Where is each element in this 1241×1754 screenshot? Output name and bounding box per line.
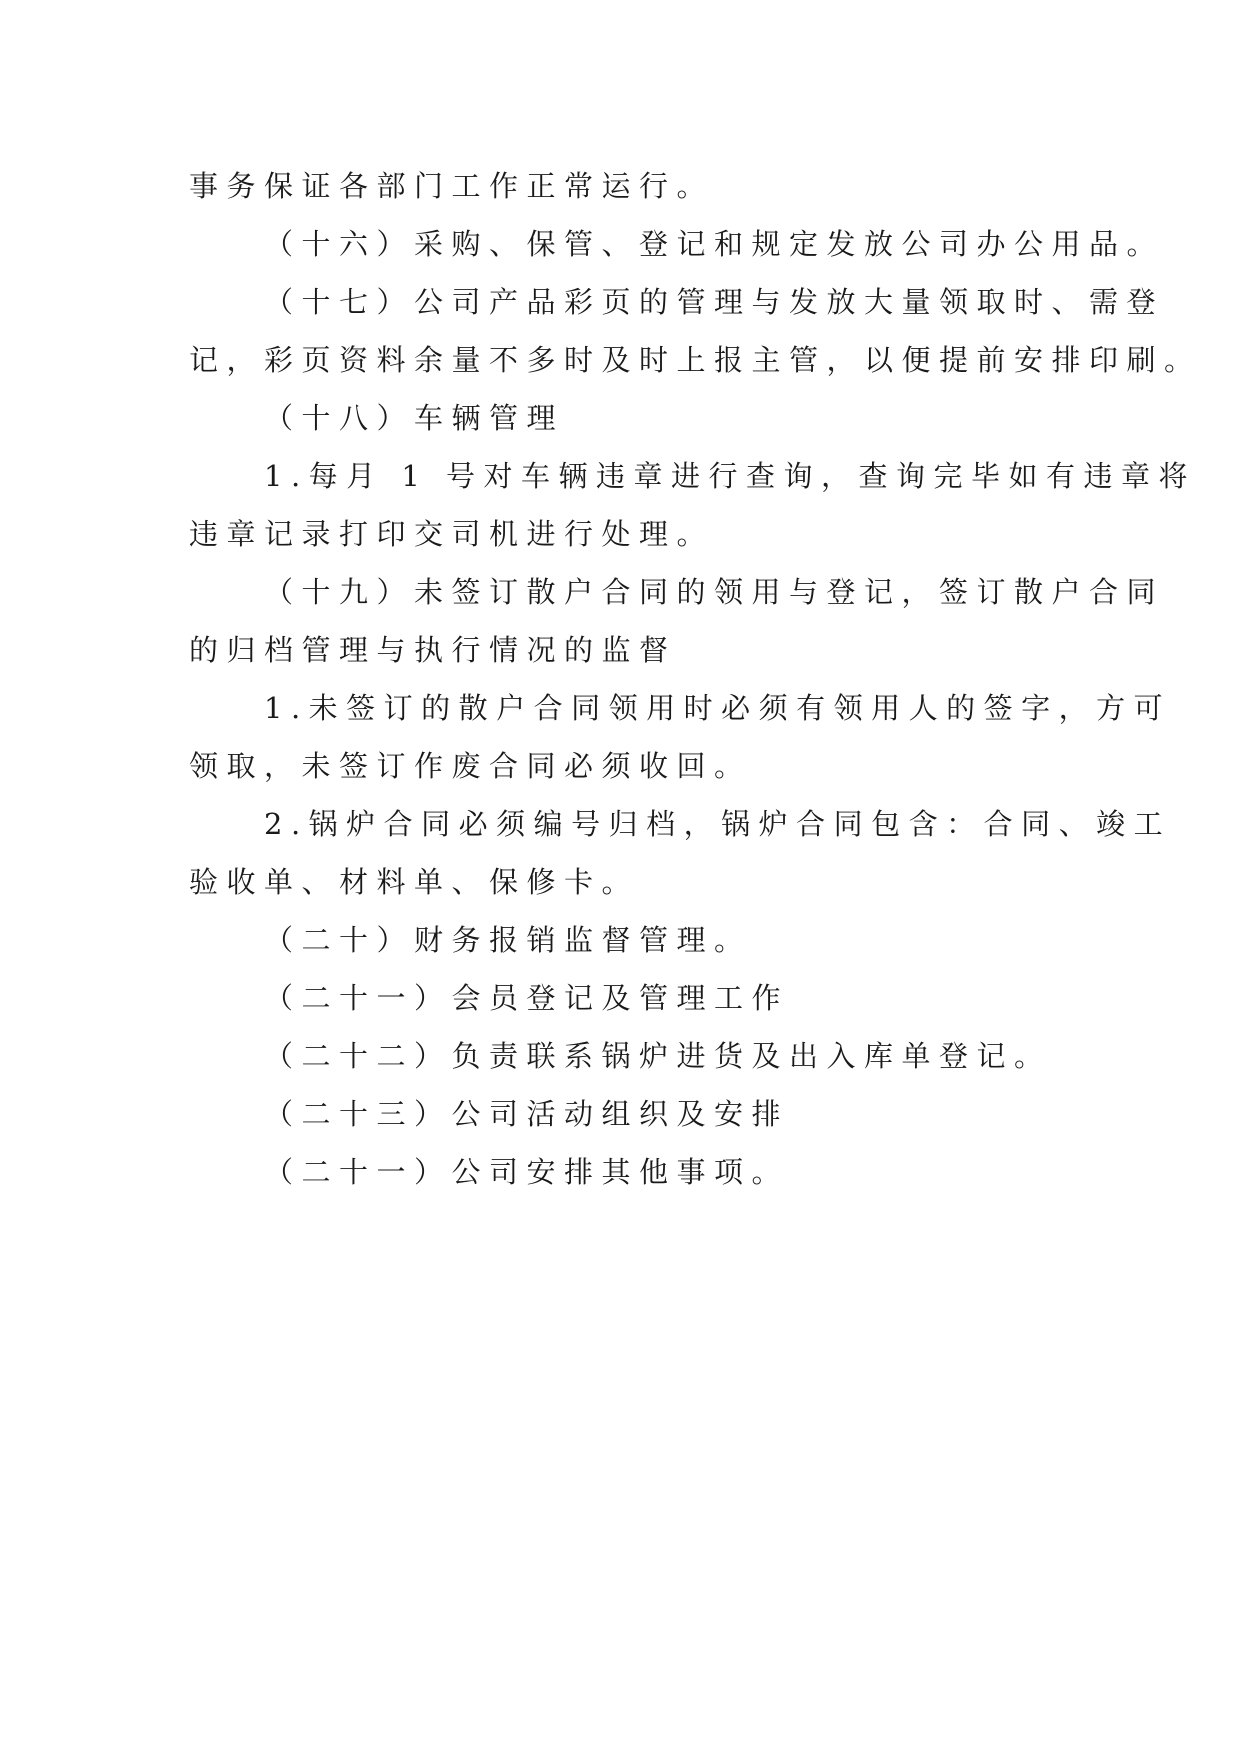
- text-line-item-19-continued: 的归档管理与执行情况的监督: [189, 633, 677, 667]
- text-line-item-16: （十六）采购、保管、登记和规定发放公司办公用品。: [264, 227, 1165, 261]
- text-line-item-20: （二十）财务报销监督管理。: [264, 923, 752, 957]
- text-line-item-22: （二十二）负责联系锅炉进货及出入库单登记。: [264, 1039, 1052, 1073]
- text-line-item-21: （二十一）会员登记及管理工作: [264, 981, 790, 1015]
- text-line-item-17-continued: 记，彩页资料余量不多时及时上报主管，以便提前安排印刷。: [189, 343, 1202, 377]
- text-line-item-19: （十九）未签订散户合同的领用与登记，签订散户合同: [264, 575, 1165, 609]
- text-line-item-18-heading: （十八）车辆管理: [264, 401, 565, 435]
- text-line-item-19-point-2-continued: 验收单、材料单、保修卡。: [189, 865, 640, 899]
- text-line-item-18-point-1: 1.每月 1 号对车辆违章进行查询，查询完毕如有违章将: [264, 459, 1197, 493]
- text-line-item-19-point-1-continued: 领取，未签订作废合同必须收回。: [189, 749, 752, 783]
- text-line-item-17: （十七）公司产品彩页的管理与发放大量领取时、需登: [264, 285, 1165, 319]
- text-line-item-18-point-1-continued: 违章记录打印交司机进行处理。: [189, 517, 715, 551]
- text-line-continuation-office-affairs: 事务保证各部门工作正常运行。: [189, 169, 715, 203]
- text-line-item-23: （二十三）公司活动组织及安排: [264, 1097, 790, 1131]
- text-line-item-21-other-matters: （二十一）公司安排其他事项。: [264, 1155, 790, 1189]
- text-line-item-19-point-2: 2.锅炉合同必须编号归档，锅炉合同包含：合同、竣工: [264, 807, 1172, 841]
- text-line-item-19-point-1: 1.未签订的散户合同领用时必须有领用人的签字，方可: [264, 691, 1172, 725]
